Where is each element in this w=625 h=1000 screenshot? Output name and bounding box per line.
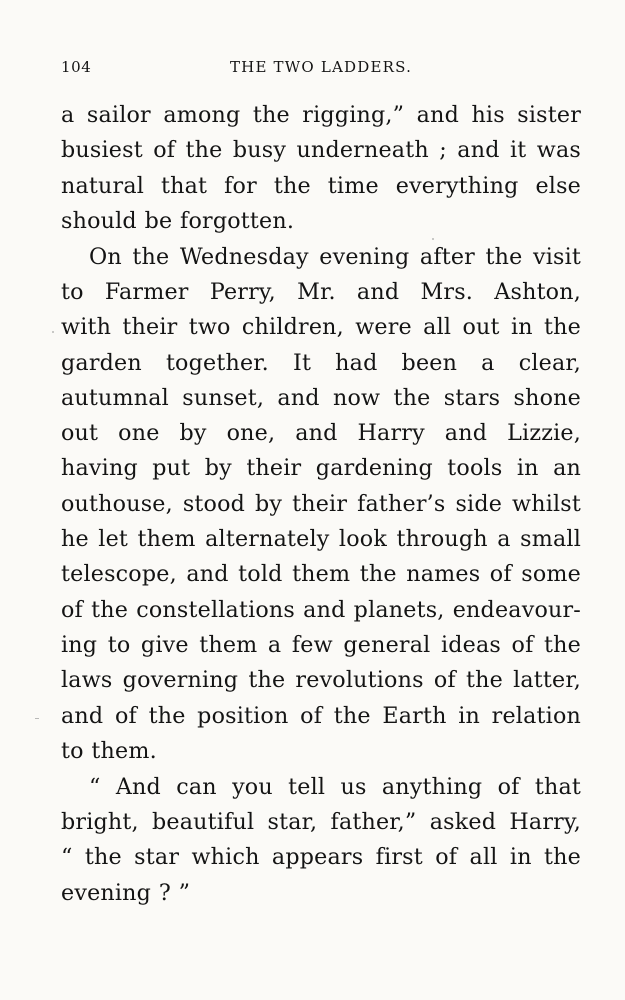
text-line: natural that for the time everything else: [61, 172, 581, 199]
text-line: garden together. It had been a clear,: [61, 349, 581, 376]
paper-speck: [35, 718, 39, 719]
paragraph-3: [61, 770, 581, 911]
text-line: should be forgotten.: [61, 207, 295, 234]
text-line: busiest of the busy underneath ; and it was: [61, 137, 581, 164]
paper-speck: [52, 331, 54, 333]
paragraph-2: [61, 240, 581, 769]
text-line: telescope, and told them the names of some: [61, 561, 581, 588]
text-line: outhouse, stood by their father’s side whilst: [61, 490, 581, 517]
page-number: 104: [61, 58, 92, 76]
text-line: out one by one, and Harry and Lizzie,: [61, 420, 581, 447]
body-text: [61, 98, 581, 911]
text-line: he let them alternately look through a small: [61, 526, 581, 553]
text-line: “ the star which appears first of all in the: [61, 844, 581, 871]
text-line: with their two children, were all out in the: [61, 314, 581, 341]
text-line: evening ? ”: [61, 879, 191, 906]
text-line: a sailor among the rigging,” and his sister: [61, 102, 581, 128]
text-line: laws governing the revolutions of the latter,: [61, 667, 581, 694]
text-line: On the Wednesday evening after the visit: [89, 243, 581, 270]
page-header: [61, 58, 581, 82]
text-line: autumnal sunset, and now the stars shone: [61, 384, 581, 411]
paragraph-1: [61, 98, 581, 239]
text-line: bright, beautiful star, father,” asked Harry,: [61, 808, 581, 835]
running-head: THE TWO LADDERS.: [229, 58, 413, 76]
text-line: and of the position of the Earth in relation: [61, 702, 581, 729]
text-line: ing to give them a few general ideas of the: [61, 631, 581, 658]
text-line: “ And can you tell us anything of that: [89, 773, 581, 800]
text-line: to them.: [61, 737, 157, 764]
text-line: to Farmer Perry, Mr. and Mrs. Ashton,: [61, 278, 581, 305]
text-line: having put by their gardening tools in an: [61, 455, 581, 482]
text-line: of the constellations and planets, endeavour-: [61, 596, 581, 623]
